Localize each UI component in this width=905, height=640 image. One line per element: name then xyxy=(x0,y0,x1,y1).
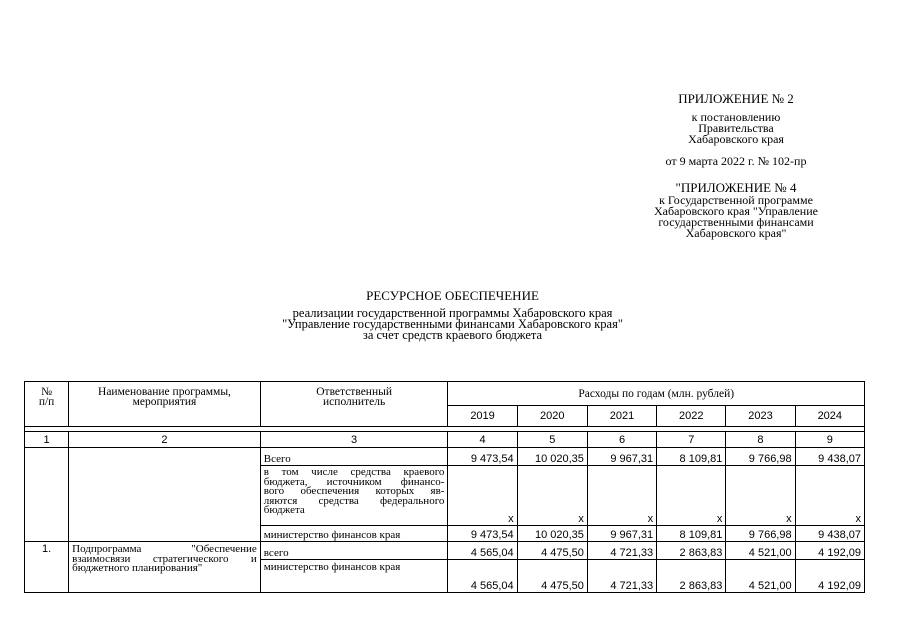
header-text: Наименование программы, xyxy=(98,386,231,398)
name-line: бюджетного планирования" xyxy=(72,562,203,574)
index-cell: 8 xyxy=(726,432,795,448)
value-cell: 9 438,07 xyxy=(795,448,864,466)
year-cell: 2022 xyxy=(657,406,726,427)
value-cell: 9 473,54 xyxy=(448,448,517,466)
value-cell: 4 192,09 xyxy=(795,542,864,560)
header-executor xyxy=(260,382,448,427)
value-cell: 4 721,33 xyxy=(587,560,656,593)
header-text: № xyxy=(41,386,53,398)
value-cell: 9 766,98 xyxy=(726,448,795,466)
value-cell: 2 863,83 xyxy=(657,542,726,560)
name-cell xyxy=(69,542,261,593)
quoted-appendix-line: Хабаровского края" xyxy=(685,226,787,240)
index-row xyxy=(25,432,865,448)
value-cell: х xyxy=(657,466,726,526)
appendix-reference xyxy=(620,112,852,145)
executor-cell xyxy=(260,466,448,526)
name-line: взаимосвязи стратегического и xyxy=(72,552,257,565)
value-cell: 9 766,98 xyxy=(726,526,795,542)
index-cell: 2 xyxy=(69,432,261,448)
resource-table xyxy=(24,381,865,593)
year-cell: 2024 xyxy=(795,406,864,427)
value-cell: 9 438,07 xyxy=(795,526,864,542)
header-text: Ответственный xyxy=(316,386,392,398)
value-cell: 4 521,00 xyxy=(726,542,795,560)
executor-line: в том числе средства краевого xyxy=(263,466,445,478)
appendix-line: Хабаровского края xyxy=(688,132,784,146)
appendix-line: к постановлению xyxy=(691,110,781,124)
quoted-appendix xyxy=(620,181,852,239)
year-cell: 2019 xyxy=(448,406,517,427)
name-cell xyxy=(69,448,261,542)
value-cell: 9 473,54 xyxy=(448,526,517,542)
number-cell xyxy=(25,448,69,542)
header-text: п/п xyxy=(38,396,55,408)
subtitle-line: за счет средств краевого бюджета xyxy=(362,328,543,342)
table-row xyxy=(25,542,865,560)
document-title: РЕСУРСНОЕ ОБЕСПЕЧЕНИЕ xyxy=(366,288,539,303)
quoted-appendix-line: Хабаровского края "Управление xyxy=(654,204,818,218)
header-row xyxy=(25,382,865,406)
header-text: мероприятия xyxy=(132,396,197,408)
appendix-title: ПРИЛОЖЕНИЕ № 2 xyxy=(678,91,794,106)
value-cell: х xyxy=(726,466,795,526)
number-cell: 1. xyxy=(25,542,69,593)
value-cell: 10 020,35 xyxy=(517,448,587,466)
value-cell: 8 109,81 xyxy=(657,526,726,542)
index-cell: 6 xyxy=(587,432,656,448)
index-cell: 4 xyxy=(448,432,517,448)
value-cell: х xyxy=(587,466,656,526)
table-row xyxy=(25,448,865,466)
executor-cell: Всего xyxy=(260,448,448,466)
executor-cell: министерство финансов края xyxy=(260,560,448,593)
value-cell: 8 109,81 xyxy=(657,448,726,466)
value-cell: 2 863,83 xyxy=(657,560,726,593)
value-cell: 4 521,00 xyxy=(726,560,795,593)
quoted-appendix-title: "ПРИЛОЖЕНИЕ № 4 xyxy=(675,180,797,195)
executor-cell: министерство финансов края xyxy=(260,526,448,542)
index-cell: 3 xyxy=(260,432,448,448)
value-cell: 4 475,50 xyxy=(517,560,587,593)
subtitle-line: реализации государственной программы Хабаровского края xyxy=(292,306,613,320)
name-line: Подпрограмма "Обеспечение xyxy=(72,543,257,555)
executor-line: ляются средства федерального xyxy=(263,494,445,507)
year-cell: 2021 xyxy=(587,406,656,427)
value-cell: х xyxy=(517,466,587,526)
value-cell: 4 721,33 xyxy=(587,542,656,560)
quoted-appendix-line: государственными финансами xyxy=(658,215,814,229)
value-cell: 9 967,31 xyxy=(587,526,656,542)
value-cell: 4 475,50 xyxy=(517,542,587,560)
value-cell: 4 192,09 xyxy=(795,560,864,593)
value-cell: 10 020,35 xyxy=(517,526,587,542)
header-text: исполнитель xyxy=(323,396,386,408)
index-cell: 7 xyxy=(657,432,726,448)
value-cell: х xyxy=(448,466,517,526)
index-cell: 5 xyxy=(517,432,587,448)
document-subtitle xyxy=(120,308,785,341)
value-cell: 9 967,31 xyxy=(587,448,656,466)
appendix-date: от 9 марта 2022 г. № 102-пр xyxy=(665,154,807,168)
header-name xyxy=(69,382,261,427)
value-cell: 4 565,04 xyxy=(448,560,517,593)
appendix-line: Правительства xyxy=(698,121,774,135)
value-cell: 4 565,04 xyxy=(448,542,517,560)
index-cell: 1 xyxy=(25,432,69,448)
header-expenses: Расходы по годам (млн. рублей) xyxy=(448,382,865,406)
executor-line: бюджета, источником финансо- xyxy=(263,475,445,488)
year-cell: 2020 xyxy=(517,406,587,427)
subtitle-line: "Управление государственными финансами Хабаровского края" xyxy=(282,317,623,331)
executor-cell: всего xyxy=(260,542,448,560)
executor-line: бюджета xyxy=(263,504,305,516)
value-cell: х xyxy=(795,466,864,526)
executor-line: вого обеспечения которых яв- xyxy=(263,485,445,497)
index-cell: 9 xyxy=(795,432,864,448)
header-number xyxy=(25,382,69,427)
year-cell: 2023 xyxy=(726,406,795,427)
quoted-appendix-line: к Государственной программе xyxy=(659,193,813,207)
